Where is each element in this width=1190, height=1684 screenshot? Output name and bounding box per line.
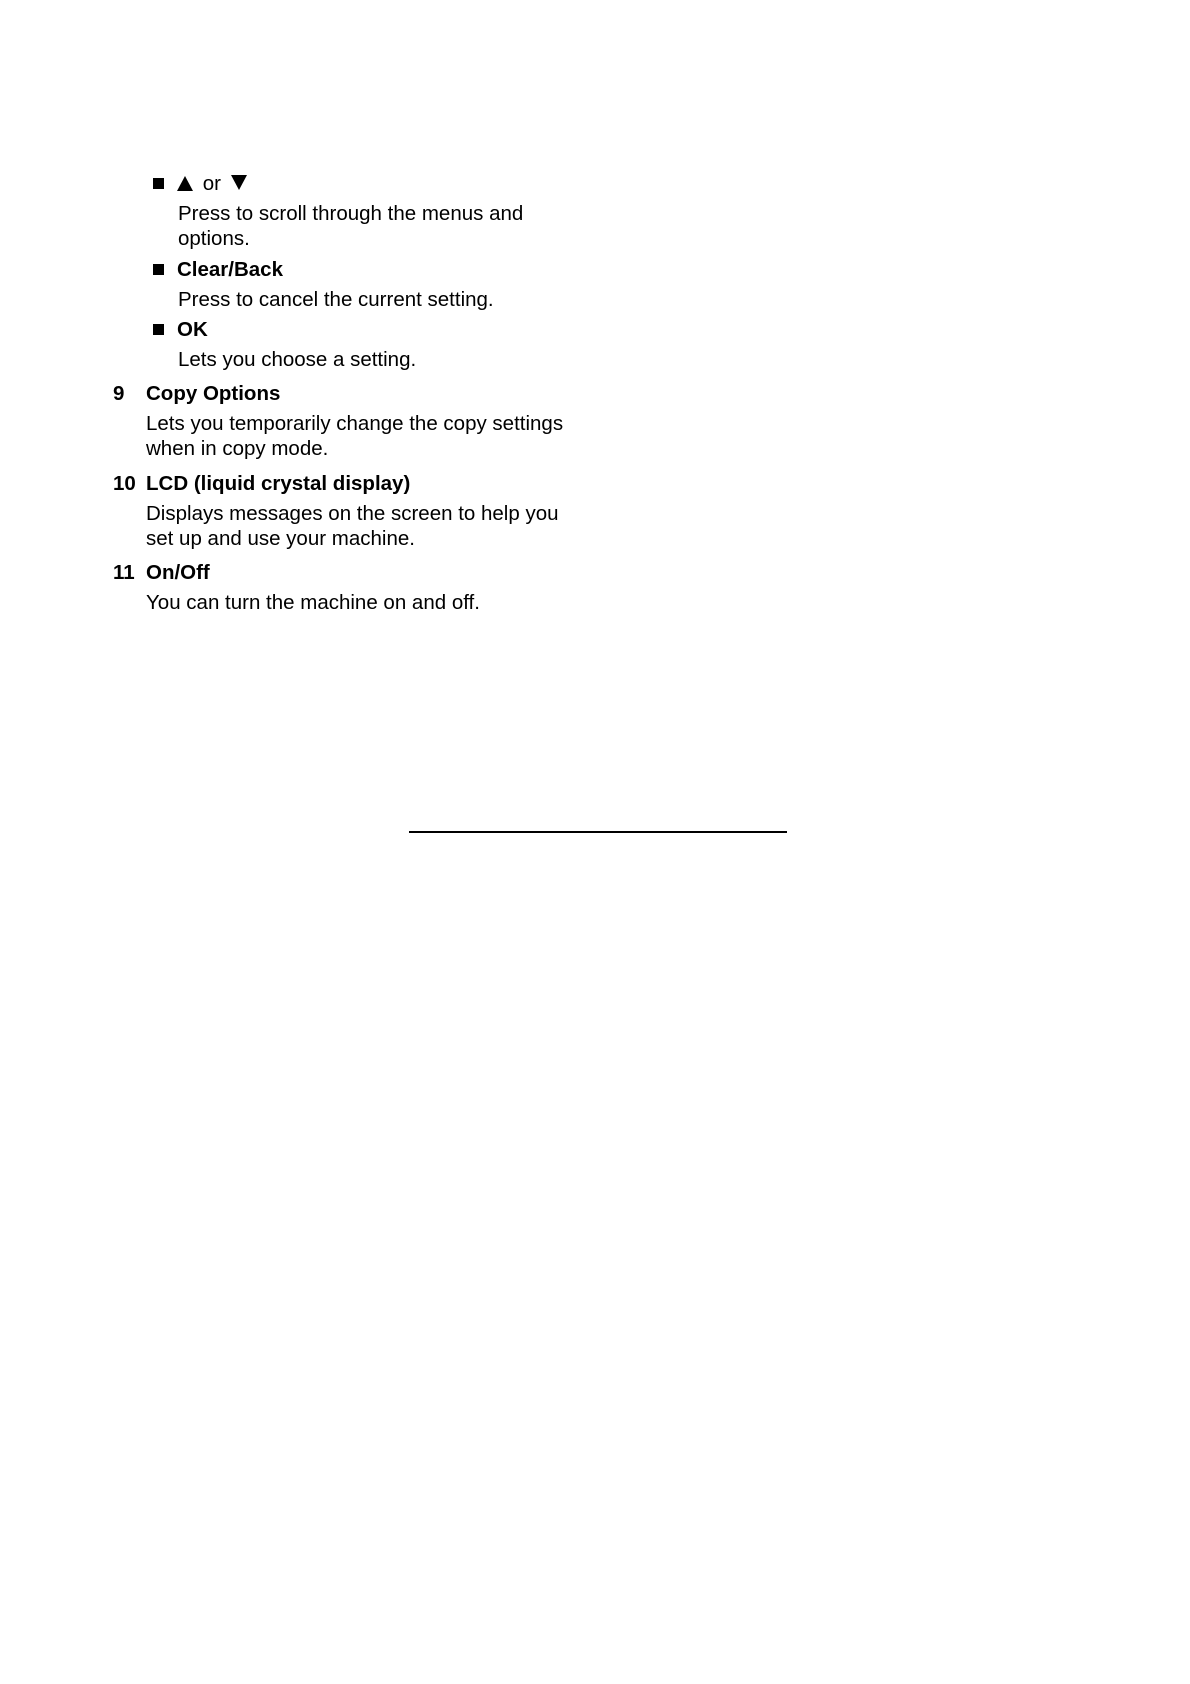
item-title: LCD (liquid crystal display) <box>146 472 411 495</box>
ok-description: Lets you choose a setting. <box>178 348 417 371</box>
square-bullet-icon <box>153 324 164 335</box>
on-off-description: You can turn the machine on and off. <box>146 591 480 614</box>
square-bullet-icon <box>153 264 164 275</box>
up-arrow-icon <box>177 176 193 191</box>
clear-back-description: Press to cancel the current setting. <box>178 288 494 311</box>
arrows-heading <box>177 171 247 196</box>
square-bullet-icon <box>153 178 164 189</box>
item-number: 9 <box>113 382 125 405</box>
item-title: Copy Options <box>146 382 281 405</box>
arrows-description: Press to scroll through the menus and options. <box>178 202 524 250</box>
item-number: 11 <box>113 561 135 584</box>
item-number: 10 <box>113 472 136 495</box>
ok-heading: OK <box>177 318 208 341</box>
or-text: or <box>202 172 221 195</box>
clear-back-heading: Clear/Back <box>177 258 283 281</box>
copy-options-description: Lets you temporarily change the copy settings when in copy mode. <box>146 412 564 460</box>
item-title: On/Off <box>146 561 210 584</box>
down-arrow-icon <box>231 175 247 190</box>
horizontal-rule <box>409 831 787 833</box>
lcd-description: Displays messages on the screen to help you set up and use your machine. <box>146 502 559 550</box>
